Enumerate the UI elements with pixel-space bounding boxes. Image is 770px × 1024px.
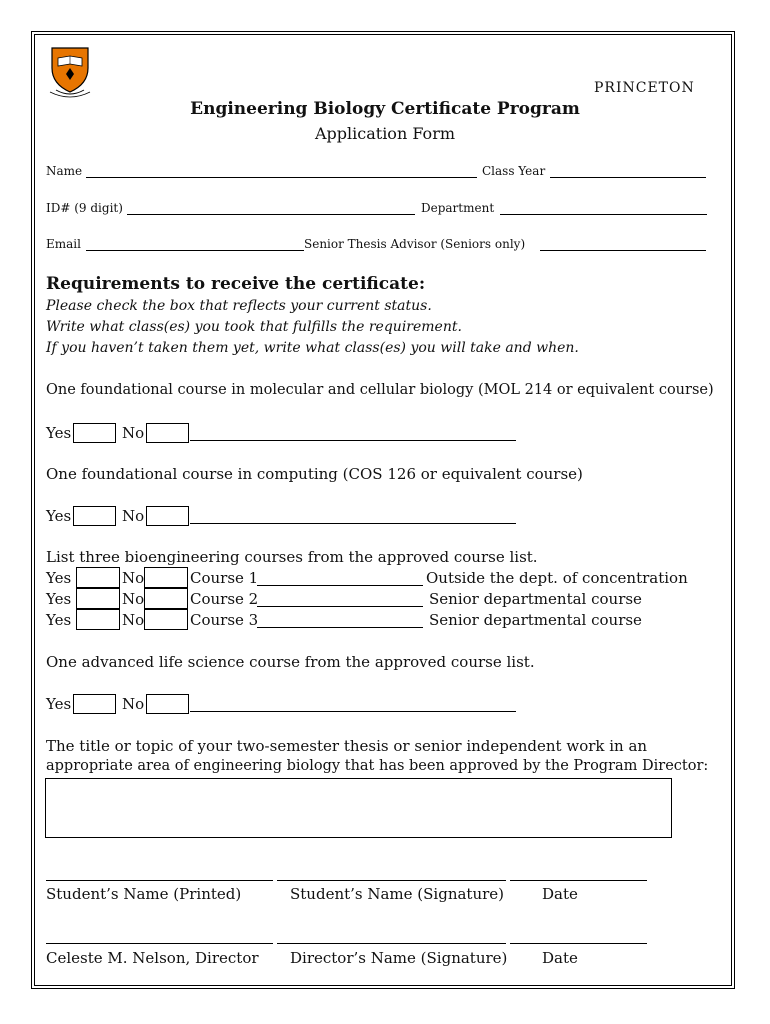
princeton-shield-logo [46,44,94,100]
course-1-no-checkbox[interactable] [144,567,188,588]
course-3-no-label: No [122,611,145,629]
course-2-label: Course 2 [190,590,259,608]
department-field[interactable] [500,214,707,215]
class-year-label: Class Year [482,164,546,178]
course-1-no-label: No [122,569,145,587]
advanced-course-field[interactable] [190,711,516,712]
advanced-no-label: No [122,695,145,713]
student-date-field[interactable] [510,880,647,881]
name-label: Name [46,164,83,178]
course-1-yes-checkbox[interactable] [76,567,120,588]
advanced-requirement-text: One advanced life science course from the approved course list. [46,653,535,671]
student-printed-name-field[interactable] [46,880,273,881]
bioengineering-requirement-text: List three bioengineering courses from the approved course list. [46,548,538,566]
advisor-field[interactable] [540,250,706,251]
course-2-note: Senior departmental course [429,590,642,608]
molecular-requirement-text: One foundational course in molecular and cellular biology (MOL 214 or equivalent course) [46,382,714,398]
department-label: Department [421,201,495,215]
requirements-heading: Requirements to receive the certificate: [46,274,426,294]
course-3-no-checkbox[interactable] [144,609,188,630]
instruction-line-1: Please check the box that reflects your current status. [46,298,432,314]
director-date-field[interactable] [510,943,647,944]
student-signature-field[interactable] [277,880,506,881]
molecular-yes-checkbox[interactable] [73,423,116,443]
instruction-line-3: If you haven’t taken them yet, write what class(es) you will take and when. [46,340,579,356]
thesis-text-line-1: The title or topic of your two-semester thesis or senior independent work in an [46,737,648,755]
course-3-field[interactable] [257,627,423,628]
instruction-line-2: Write what class(es) you took that fulfills the requirement. [46,319,462,335]
course-3-yes-checkbox[interactable] [76,609,120,630]
director-printed-name-label: Celeste M. Nelson, Director [46,949,259,967]
advanced-no-checkbox[interactable] [146,694,189,714]
course-1-label: Course 1 [190,569,259,587]
molecular-course-field[interactable] [190,440,516,441]
course-2-yes-checkbox[interactable] [76,588,120,609]
molecular-yes-label: Yes [46,424,72,442]
page-title: Engineering Biology Certificate Program [190,99,580,119]
course-2-field[interactable] [257,606,423,607]
princeton-wordmark: PRINCETON [594,80,695,96]
course-3-label: Course 3 [190,611,259,629]
course-1-field[interactable] [257,585,423,586]
class-year-field[interactable] [550,177,706,178]
course-3-yes-label: Yes [46,611,72,629]
email-label: Email [46,237,81,251]
course-2-no-label: No [122,590,145,608]
director-signature-field[interactable] [277,943,506,944]
course-3-note: Senior departmental course [429,611,642,629]
advisor-label: Senior Thesis Advisor (Seniors only) [304,237,526,251]
director-date-label: Date [542,949,578,967]
director-printed-name-field[interactable] [46,943,273,944]
thesis-title-textarea[interactable] [45,778,672,838]
student-date-label: Date [542,885,578,903]
computing-no-label: No [122,507,145,525]
student-signature-label: Student’s Name (Signature) [290,885,505,903]
computing-yes-label: Yes [46,507,72,525]
thesis-text-line-2: appropriate area of engineering biology that has been approved by the Program Director: [46,758,709,774]
id-label: ID# (9 digit) [46,201,123,215]
student-printed-name-label: Student’s Name (Printed) [46,885,242,903]
advanced-yes-label: Yes [46,695,72,713]
computing-course-field[interactable] [190,523,516,524]
computing-requirement-text: One foundational course in computing (COS 126 or equivalent course) [46,465,583,483]
name-field[interactable] [86,177,477,178]
page-subtitle: Application Form [314,124,456,143]
molecular-no-label: No [122,424,145,442]
advanced-yes-checkbox[interactable] [73,694,116,714]
director-signature-label: Director’s Name (Signature) [290,949,508,967]
id-field[interactable] [127,214,415,215]
molecular-no-checkbox[interactable] [146,423,189,443]
course-1-yes-label: Yes [46,569,72,587]
computing-no-checkbox[interactable] [146,506,189,526]
course-1-note: Outside the dept. of concentration [426,569,688,587]
email-field[interactable] [86,250,304,251]
computing-yes-checkbox[interactable] [73,506,116,526]
course-2-no-checkbox[interactable] [144,588,188,609]
course-2-yes-label: Yes [46,590,72,608]
